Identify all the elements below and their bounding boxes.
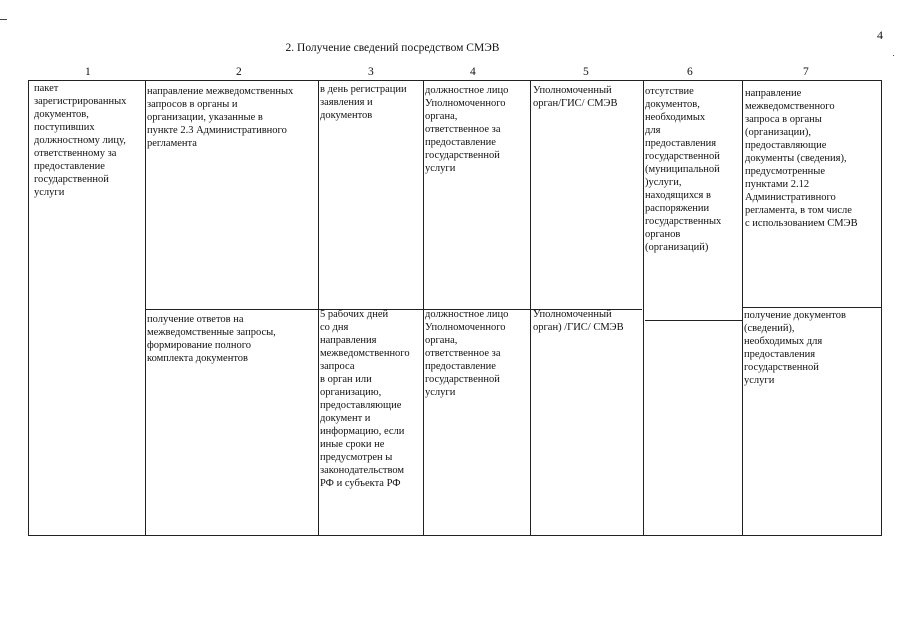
- column-divider: [643, 80, 644, 536]
- row1-cell-result: направление межведомственного запроса в органы (организации), предоставляющие документы (сведения), предусмотренные пунктами 2.12 Административного регламента, в том числе с использованием СМЭВ: [745, 88, 858, 229]
- table-bottom-border: [28, 535, 882, 536]
- row1-cell-package: пакет зарегистрированных документов, поступивших должностному лицу, ответственному за предоставление государственной услуги: [34, 83, 127, 198]
- table-row-divider: [645, 320, 743, 321]
- row1-cell-criteria: отсутствие документов, необходимых для предоставления государственной (муниципальной )услуги, находящихся в распоряжении государственных органов (организаций): [645, 86, 722, 253]
- row1-cell-term: в день регистрации заявления и документов: [320, 84, 407, 121]
- column-number-6: 6: [687, 66, 693, 78]
- table-left-border: [28, 80, 29, 536]
- column-number-5: 5: [583, 66, 589, 78]
- table-top-border: [28, 80, 882, 81]
- table-right-border: [881, 80, 882, 536]
- row1-cell-action: направление межведомственных запросов в органы и организации, указанные в пункте 2.3 Административного регламента: [147, 86, 294, 149]
- column-divider: [145, 80, 146, 536]
- column-divider: [318, 80, 319, 536]
- row2-cell-responsible: должностное лицо Уполномоченного органа, ответственное за предоставление государственной услуги: [425, 309, 509, 398]
- row2-cell-term: 5 рабочих дней со дня направления межведомственного запроса в орган или организацию, предоставляющие документ и информацию, если иные сроки не предусмотрен ы законодательством РФ и субъекта РФ: [320, 309, 410, 489]
- column-number-1: 1: [85, 66, 91, 78]
- column-number-2: 2: [236, 66, 242, 78]
- row2-cell-result: получение документов (сведений), необходимых для предоставления государственной услуги: [744, 310, 846, 386]
- row2-cell-action: получение ответов на межведомственные запросы, формирование полного комплекта документов: [147, 314, 276, 364]
- scan-mark: [0, 19, 7, 20]
- column-divider: [423, 80, 424, 536]
- scan-mark: [893, 55, 894, 56]
- column-number-7: 7: [803, 66, 809, 78]
- column-number-4: 4: [470, 66, 476, 78]
- column-divider: [742, 80, 743, 536]
- row1-cell-system: Уполномоченный орган/ГИС/ СМЭВ: [533, 85, 618, 109]
- page-title: 2. Получение сведений посредством СМЭВ: [285, 42, 500, 54]
- page-number: 4: [877, 28, 883, 42]
- row1-cell-responsible: должностное лицо Уполномоченного органа, ответственное за предоставление государственной услуги: [425, 85, 509, 174]
- row2-cell-system: Уполномоченный орган) /ГИС/ СМЭВ: [533, 309, 624, 333]
- table-row-divider: [743, 307, 881, 308]
- column-divider: [530, 80, 531, 536]
- column-number-3: 3: [368, 66, 374, 78]
